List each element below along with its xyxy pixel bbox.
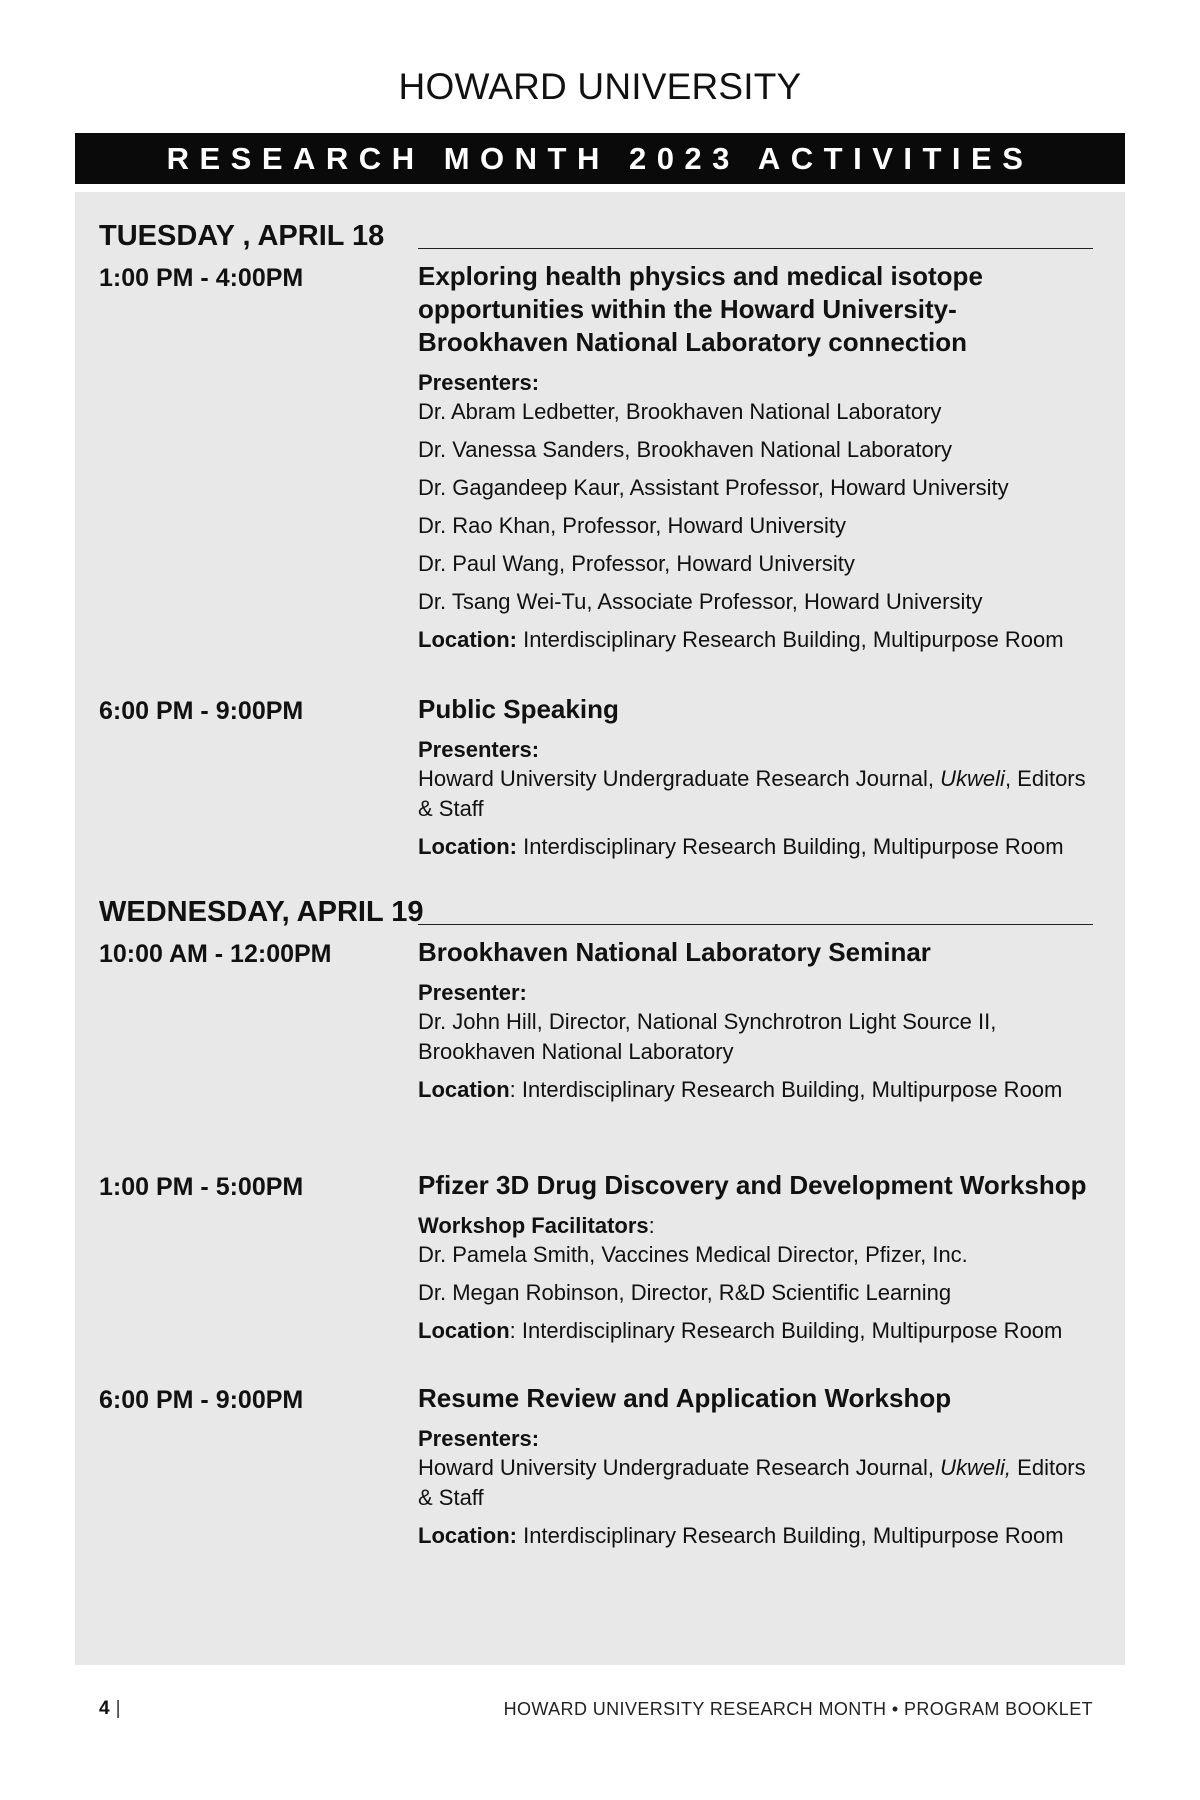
event-title: Pfizer 3D Drug Discovery and Development Workshop — [418, 1170, 1087, 1200]
facilitator-item: Dr. Megan Robinson, Director, R&D Scientific Learning — [418, 1280, 952, 1305]
event-location — [418, 832, 1098, 862]
facilitator-item: Dr. Pamela Smith, Vaccines Medical Director, Pfizer, Inc. — [418, 1242, 968, 1267]
presenter-item: Dr. Paul Wang, Professor, Howard University — [418, 551, 855, 576]
event-location — [418, 625, 1098, 655]
location-label: Location: — [418, 627, 517, 652]
presenter-item: Dr. Vanessa Sanders, Brookhaven National Laboratory — [418, 437, 953, 462]
event-location — [418, 1316, 1118, 1346]
footer-title: HOWARD UNIVERSITY RESEARCH MONTH • PROGRAM BOOKLET — [503, 1699, 1093, 1719]
presenters-label: Presenter: — [418, 980, 527, 1005]
location-value: Interdisciplinary Research Building, Multipurpose Room — [523, 834, 1064, 859]
day-heading-tuesday: TUESDAY , APRIL 18 — [99, 220, 385, 252]
presenters-label: Presenters: — [418, 737, 540, 762]
facilitators-label-text: Workshop Facilitators — [418, 1213, 649, 1238]
event-resume-review — [418, 1382, 1098, 1551]
presenter-item — [418, 1453, 1098, 1513]
presenters-label: Presenters: — [418, 1426, 540, 1451]
event-time: 6:00 PM - 9:00PM — [99, 1386, 304, 1414]
day-heading-wednesday: WEDNESDAY, APRIL 19 — [99, 896, 424, 928]
event-time: 1:00 PM - 4:00PM — [99, 264, 304, 292]
location-label: Location — [418, 1077, 510, 1102]
page-number-value: 4 — [99, 1698, 110, 1719]
event-public-speaking — [418, 693, 1098, 862]
day-rule — [418, 248, 1093, 249]
event-title: Brookhaven National Laboratory Seminar — [418, 937, 931, 967]
facilitators-label-colon: : — [648, 1213, 655, 1238]
journal-prefix: Howard University Undergraduate Research Journal, — [418, 766, 941, 791]
presenter-item — [418, 764, 1098, 824]
event-exploring-health-physics — [418, 260, 1098, 655]
journal-suffix: , Editors & Staff — [418, 766, 1086, 821]
footer-separator: | — [115, 1698, 121, 1719]
journal-name: Ukweli, — [940, 1455, 1012, 1480]
event-time: 1:00 PM - 5:00PM — [99, 1173, 304, 1201]
event-title: Resume Review and Application Workshop — [418, 1383, 952, 1413]
event-title: Exploring health physics and medical isotope opportunities within the Howard University-Brookhaven National Laboratory connection — [418, 261, 983, 357]
activities-banner: RESEARCH MONTH 2023 ACTIVITIES — [75, 133, 1125, 184]
presenter-item: Dr. Abram Ledbetter, Brookhaven National Laboratory — [418, 399, 942, 424]
presenter-item: Dr. Rao Khan, Professor, Howard University — [418, 513, 846, 538]
facilitators-label — [418, 1212, 1118, 1240]
event-title: Public Speaking — [418, 694, 619, 724]
location-label: Location: — [418, 834, 517, 859]
presenter-item: Dr. John Hill, Director, National Synchrotron Light Source II, Brookhaven National Laboratory — [418, 1009, 997, 1064]
journal-suffix: Editors & Staff — [418, 1455, 1086, 1510]
university-title: HOWARD UNIVERSITY — [398, 66, 802, 107]
journal-name: Ukweli — [940, 766, 1005, 791]
event-bnl-seminar — [418, 936, 1098, 1105]
event-time: 6:00 PM - 9:00PM — [99, 697, 304, 725]
location-value: Interdisciplinary Research Building, Multipurpose Room — [523, 627, 1064, 652]
location-label: Location: — [418, 1523, 517, 1548]
event-pfizer-workshop — [418, 1169, 1118, 1346]
presenter-item: Dr. Gagandeep Kaur, Assistant Professor, Howard University — [418, 475, 1009, 500]
presenters-label: Presenters: — [418, 370, 540, 395]
event-location — [418, 1521, 1098, 1551]
event-time: 10:00 AM - 12:00PM — [99, 940, 332, 968]
journal-prefix: Howard University Undergraduate Research Journal, — [418, 1455, 941, 1480]
location-value: Interdisciplinary Research Building, Multipurpose Room — [523, 1523, 1064, 1548]
day-rule — [418, 924, 1093, 925]
presenter-item: Dr. Tsang Wei-Tu, Associate Professor, Howard University — [418, 589, 983, 614]
location-label: Location — [418, 1318, 510, 1343]
location-value: : Interdisciplinary Research Building, Multipurpose Room — [509, 1318, 1063, 1343]
event-location — [418, 1075, 1098, 1105]
location-value: : Interdisciplinary Research Building, Multipurpose Room — [509, 1077, 1063, 1102]
page-number — [99, 1698, 121, 1720]
